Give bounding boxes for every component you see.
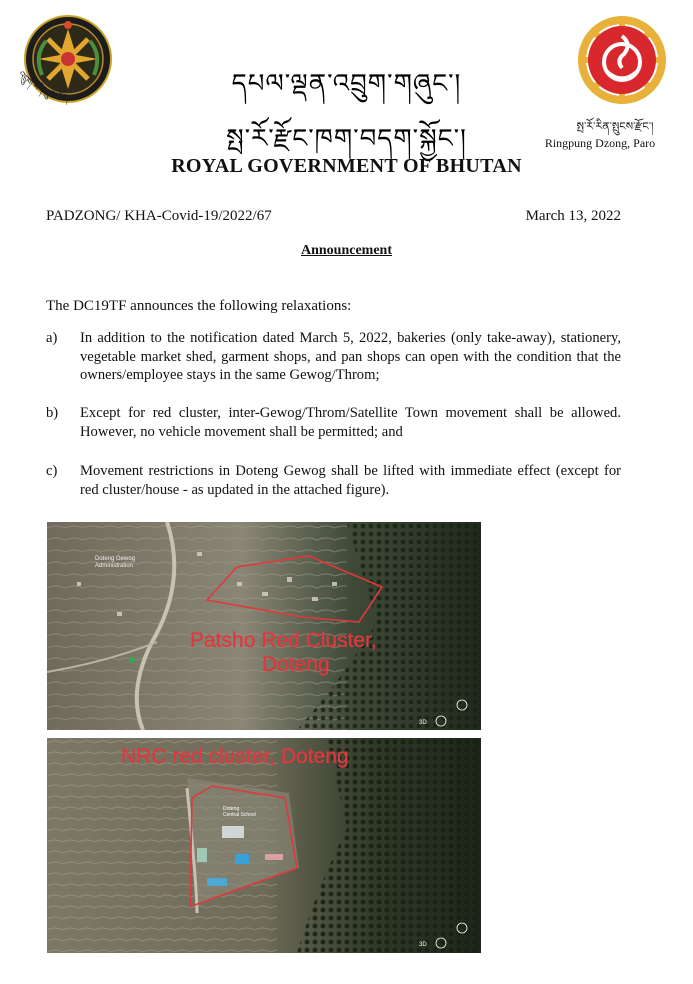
announcement-heading: Announcement [300,243,392,258]
map-cluster-label: NRC red cluster, Doteng [121,745,349,768]
map-3d-control: 3D [419,720,427,726]
satellite-map-patsho [47,522,481,730]
map-cluster-label: Doteng [262,653,330,676]
satellite-map-nrc [47,738,481,953]
map-place-label: Administration [95,563,134,569]
list-item-text: Movement restrictions in Doteng Gewog shall be lifted with immediate effect (except for red cluster/house - as updated in the attached figure). [80,463,621,498]
list-item-text: Except for red cluster, inter-Gewog/Throm/Satellite Town movement shall be allowed. However, no vehicle movement shall be permitted; and [80,405,621,440]
list-marker: a) [46,330,58,346]
list-item [46,404,626,444]
map-place-label: Doteng [223,806,240,812]
map-place-label: Doteng Gewog [95,556,136,562]
list-item [46,462,626,502]
place-caption: Ringpung Dzong, Paro [544,136,656,150]
letter-date: March 13, 2022 [525,208,621,224]
tibetan-title-line-1: དཔལ་ལྡན་འབྲུག་གཞུང་། [231,69,462,99]
list-item-text: In addition to the notification dated March 5, 2022, bakeries (only take-away), stationery, vegetable market shed, garment shops, and pan shops can open with the condition that the owners/employee stays in the same Gewog/Throm; [80,330,621,383]
list-item [46,329,626,389]
intro-paragraph: The DC19TF announces the following relaxations: [46,298,352,314]
emblem-left-caption-text: འབྲུག་བདེ་སྲུང་ཚོགས་ [15,70,78,106]
map-place-label: Central School [223,812,256,818]
list-marker: b) [46,405,59,421]
list-marker: c) [46,463,58,479]
map-cluster-label: Patsho Red Cluster, [190,629,377,652]
reference-number: PADZONG/ KHA-Covid-19/2022/67 [46,208,272,224]
government-title: ROYAL GOVERNMENT OF BHUTAN [171,155,522,177]
tibetan-place-caption: སྤ་རོ་རིན་སྤུངས་རྫོང་། [576,120,654,133]
map-3d-control: 3D [419,942,427,948]
tibetan-title-line-2: སྤ་རོ་རྫོང་ཁག་བདག་སྐྱོང་། [226,124,467,154]
